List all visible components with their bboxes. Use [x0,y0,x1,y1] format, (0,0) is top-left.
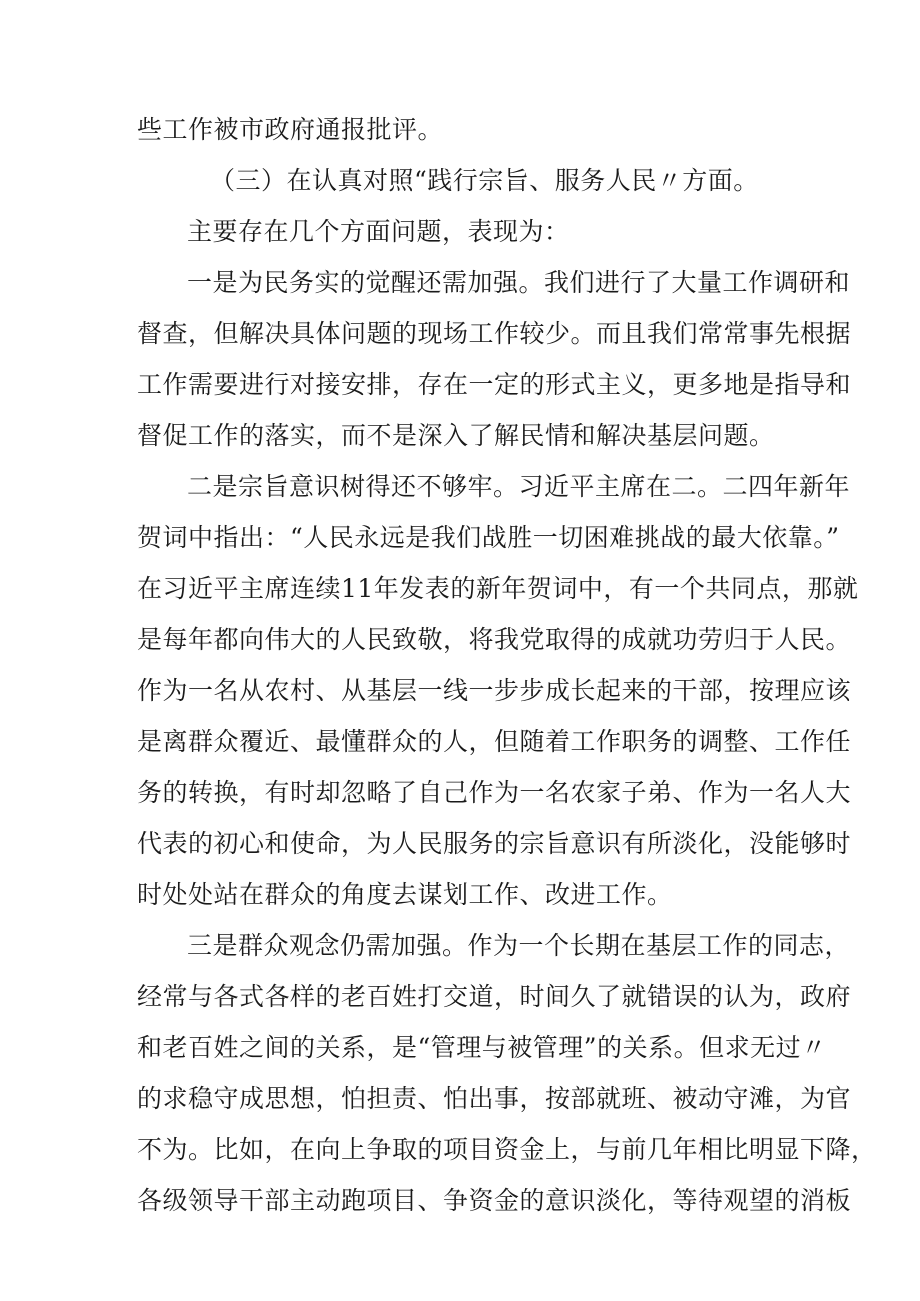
text-line: 主要存在几个方面问题，表现为： [187,217,570,246]
text-line: 工作需要进行对接安排，存在一定的形式主义，更多地是指导和 [137,370,852,399]
text-line: 各级领导干部主动跑项目、争资金的意识淡化，等待观望的消板 [137,1186,852,1215]
text-line: 是每年都向伟大的人民致敬，将我党取得的成就功劳归于人民。 [137,625,852,654]
section-heading: （三）在认真对照“践行宗旨、服务人民〃方面。 [210,166,759,195]
text-line: 是离群众覆近、最懂群众的人，但随着工作职务的调整、工作任 [137,727,852,756]
text-line: 作为一名从农村、从基层一线一步步成长起来的干部，按理应该 [137,676,852,705]
text-line: 和老百姓之间的关系，是“管理与被管理”的关系。但求无过〃 [137,1033,827,1062]
text-line: 督查，但解决具体问题的现场工作较少。而且我们常常事先根据 [137,319,852,348]
text-line: 二是宗旨意识树得还不够牢。习近平主席在二。二四年新年 [187,472,851,501]
text-line: 时处处站在群众的角度去谋划工作、改进工作。 [137,880,673,909]
text-line: 三是群众观念仍需加强。作为一个长期在基层工作的同志， [187,931,851,960]
text-line: 贺词中指出：“人民永远是我们战胜一切困难挑战的最大依靠。” [137,523,840,552]
text-line: 督促工作的落实，而不是深入了解民情和解决基层问题。 [137,421,775,450]
text-line: 在习近平主席连续11年发表的新年贺词中，有一个共同点，那就 [137,574,859,603]
text-line: 代表的初心和使命，为人民服务的宗旨意识有所淡化，没能够时 [137,829,852,858]
text-line: 一是为民务实的觉醒还需加强。我们进行了大量工作调研和 [187,268,851,297]
text-line: 务的转换，有时却忽略了自己作为一名农家子弟、作为一名人大 [137,778,852,807]
text-line: 不为。比如，在向上争取的项目资金上，与前几年相比明显下降， [137,1135,877,1164]
text-line: 些工作被市政府通报批评。 [137,115,444,144]
text-line: 经常与各式各样的老百姓打交道，时间久了就错误的认为，政府 [137,982,852,1011]
text-line: 的求稳守成思想，怕担责、怕出事，按部就班、被动守滩，为官 [137,1084,852,1113]
